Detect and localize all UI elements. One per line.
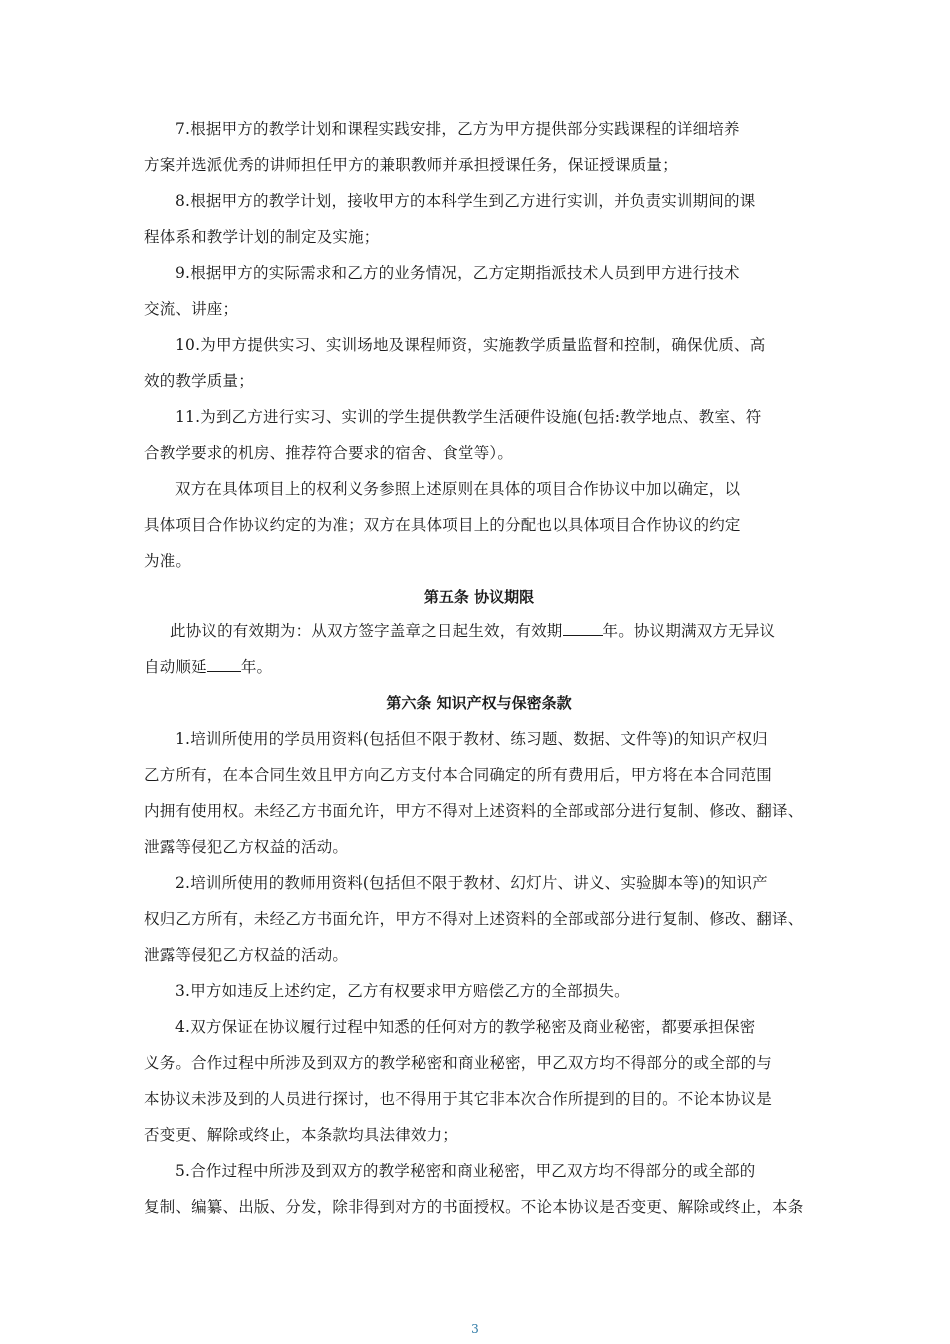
paragraph-line: 程体系和教学计划的制定及实施；	[144, 228, 380, 246]
paragraph-line: 权归乙方所有，未经乙方书面允许，甲方不得对上述资料的全部或部分进行复制、修改、翻译、	[144, 910, 804, 928]
paragraph-line: 效的教学质量；	[144, 372, 254, 390]
term-text: 年。协议期满双方无异议	[602, 622, 776, 640]
paragraph-line: 本协议未涉及到的人员进行探讨，也不得用于其它非本次合作所提到的目的。不论本协议是	[144, 1090, 773, 1108]
paragraph-line: 否变更、解除或终止，本条款均具法律效力；	[144, 1126, 459, 1144]
paragraph-line: 泄露等侵犯乙方权益的活动。	[144, 946, 349, 964]
paragraph-line: 11.为到乙方进行实习、实训的学生提供教学生活硬件设施(包括:教学地点、教室、符	[175, 408, 762, 426]
term-text: 年。	[240, 658, 273, 676]
page-number: 3	[471, 1322, 479, 1336]
paragraph-line: 方案并选派优秀的讲师担任甲方的兼职教师并承担授课任务，保证授课质量；	[144, 156, 678, 174]
renewal-years-blank	[207, 656, 241, 672]
term-text: 自动顺延	[144, 658, 207, 676]
paragraph-line: 复制、编纂、出版、分发，除非得到对方的书面授权。不论本协议是否变更、解除或终止，本条	[144, 1198, 804, 1216]
paragraph-line: 1.培训所使用的学员用资料(包括但不限于教材、练习题、数据、文件等)的知识产权归	[175, 730, 768, 748]
paragraph-line: 乙方所有，在本合同生效且甲方向乙方支付本合同确定的所有费用后，甲方将在本合同范围	[144, 766, 773, 784]
paragraph-line: 内拥有使用权。未经乙方书面允许，甲方不得对上述资料的全部或部分进行复制、修改、翻译、	[144, 802, 804, 820]
paragraph-line: 义务。合作过程中所涉及到双方的教学秘密和商业秘密，甲乙双方均不得部分的或全部的与	[144, 1054, 773, 1072]
paragraph-line: 交流、讲座；	[144, 300, 239, 318]
paragraph-line: 泄露等侵犯乙方权益的活动。	[144, 838, 349, 856]
term-line-1	[170, 620, 775, 642]
section-heading-ip-confidentiality: 第六条 知识产权与保密条款	[386, 694, 572, 712]
paragraph-line: 为准。	[144, 552, 192, 570]
paragraph-line: 双方在具体项目上的权利义务参照上述原则在具体的项目合作协议中加以确定，以	[175, 480, 741, 498]
paragraph-line: 10.为甲方提供实习、实训场地及课程师资，实施教学质量监督和控制，确保优质、高	[175, 336, 766, 354]
paragraph-line: 5.合作过程中所涉及到双方的教学秘密和商业秘密，甲乙双方均不得部分的或全部的	[175, 1162, 756, 1180]
paragraph-line: 8.根据甲方的教学计划，接收甲方的本科学生到乙方进行实训，并负责实训期间的课	[175, 192, 756, 210]
section-heading-term: 第五条 协议期限	[423, 588, 535, 606]
term-line-2	[144, 656, 272, 678]
paragraph-line: 4.双方保证在协议履行过程中知悉的任何对方的教学秘密及商业秘密，都要承担保密	[175, 1018, 756, 1036]
paragraph-line: 2.培训所使用的教师用资料(包括但不限于教材、幻灯片、讲义、实验脚本等)的知识产	[175, 874, 768, 892]
term-text: 此协议的有效期为：从双方签字盖章之日起生效，有效期	[170, 622, 563, 640]
term-years-blank	[563, 620, 603, 636]
paragraph-line: 7.根据甲方的教学计划和课程实践安排，乙方为甲方提供部分实践课程的详细培养	[175, 120, 740, 138]
paragraph-line: 合教学要求的机房、推荐符合要求的宿舍、食堂等）。	[144, 444, 514, 462]
paragraph-line: 9.根据甲方的实际需求和乙方的业务情况，乙方定期指派技术人员到甲方进行技术	[175, 264, 740, 282]
paragraph-line: 具体项目合作协议约定的为准；双方在具体项目上的分配也以具体项目合作协议的约定	[144, 516, 741, 534]
paragraph-line: 3.甲方如违反上述约定，乙方有权要求甲方赔偿乙方的全部损失。	[175, 982, 630, 1000]
